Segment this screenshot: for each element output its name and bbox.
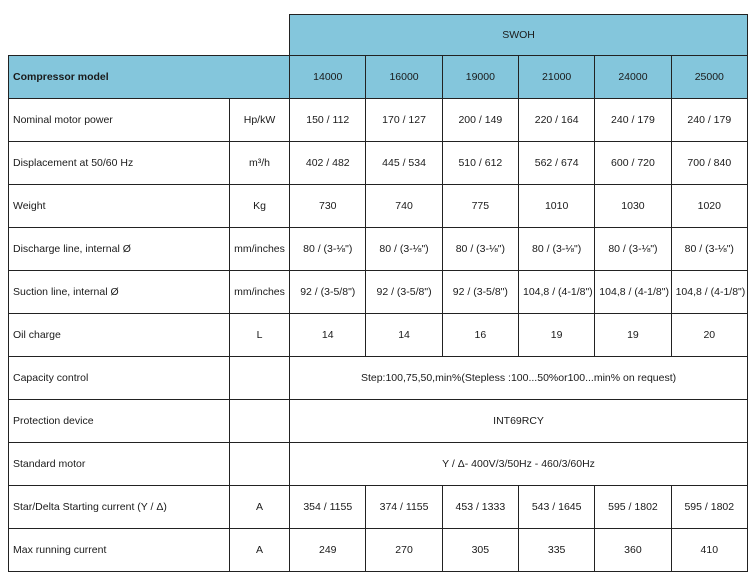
row-unit: Kg xyxy=(229,185,289,228)
table-cell: 240 / 179 xyxy=(595,99,671,142)
row-label: Protection device xyxy=(9,400,230,443)
table-cell: 595 / 1802 xyxy=(671,486,747,529)
table-cell: 305 xyxy=(442,529,518,572)
table-row xyxy=(9,529,748,572)
blank-corner xyxy=(9,15,290,56)
table-row xyxy=(9,400,748,443)
table-row xyxy=(9,142,748,185)
table-cell: 19 xyxy=(595,314,671,357)
model-header-cell: 19000 xyxy=(442,56,518,99)
row-label: Max running current xyxy=(9,529,230,572)
table-cell: 104,8 / (4-1/8") xyxy=(595,271,671,314)
table-cell: 80 / (3-⅛") xyxy=(671,228,747,271)
table-cell: 402 / 482 xyxy=(290,142,366,185)
table-cell: 730 xyxy=(290,185,366,228)
table-cell: 700 / 840 xyxy=(671,142,747,185)
model-header-row xyxy=(9,56,748,99)
table-cell: 240 / 179 xyxy=(671,99,747,142)
table-cell: 1030 xyxy=(595,185,671,228)
table-cell: 249 xyxy=(290,529,366,572)
table-row xyxy=(9,314,748,357)
table-row xyxy=(9,185,748,228)
table-cell: 453 / 1333 xyxy=(442,486,518,529)
row-unit: mm/inches xyxy=(229,228,289,271)
table-cell: 543 / 1645 xyxy=(519,486,595,529)
table-row xyxy=(9,99,748,142)
table-cell: 80 / (3-⅛") xyxy=(442,228,518,271)
table-cell: 14 xyxy=(366,314,442,357)
row-unit: A xyxy=(229,486,289,529)
row-label: Capacity control xyxy=(9,357,230,400)
table-cell: 14 xyxy=(290,314,366,357)
row-label: Suction line, internal Ø xyxy=(9,271,230,314)
table-cell: 19 xyxy=(519,314,595,357)
table-cell: 80 / (3-⅛") xyxy=(290,228,366,271)
table-row xyxy=(9,486,748,529)
compressor-model-label: Compressor model xyxy=(9,56,290,99)
compressor-spec-table xyxy=(8,14,748,572)
model-header-cell: 24000 xyxy=(595,56,671,99)
table-cell: 80 / (3-⅛") xyxy=(519,228,595,271)
table-row xyxy=(9,443,748,486)
row-label: Weight xyxy=(9,185,230,228)
row-unit: L xyxy=(229,314,289,357)
row-unit-empty xyxy=(229,400,289,443)
table-cell: 104,8 / (4-1/8") xyxy=(671,271,747,314)
table-cell: 374 / 1155 xyxy=(366,486,442,529)
table-cell: 270 xyxy=(366,529,442,572)
table-cell: 20 xyxy=(671,314,747,357)
table-cell: 150 / 112 xyxy=(290,99,366,142)
table-cell: 1010 xyxy=(519,185,595,228)
table-cell: 80 / (3-⅛") xyxy=(366,228,442,271)
merged-value-cell: Y / Δ- 400V/3/50Hz - 460/3/60Hz xyxy=(290,443,748,486)
row-unit: mm/inches xyxy=(229,271,289,314)
table-row xyxy=(9,357,748,400)
row-label: Nominal motor power xyxy=(9,99,230,142)
table-cell: 360 xyxy=(595,529,671,572)
table-row xyxy=(9,271,748,314)
merged-value-cell: Step:100,75,50,min%(Stepless :100...50%or100...min% on request) xyxy=(290,357,748,400)
series-row xyxy=(9,15,748,56)
row-label: Standard motor xyxy=(9,443,230,486)
row-unit-empty xyxy=(229,357,289,400)
table-cell: 354 / 1155 xyxy=(290,486,366,529)
merged-value-cell: INT69RCY xyxy=(290,400,748,443)
row-unit: m³/h xyxy=(229,142,289,185)
series-header: SWOH xyxy=(290,15,748,56)
row-label: Star/Delta Starting current (Y / Δ) xyxy=(9,486,230,529)
row-unit-empty xyxy=(229,443,289,486)
model-header-cell: 21000 xyxy=(519,56,595,99)
row-label: Oil charge xyxy=(9,314,230,357)
table-cell: 775 xyxy=(442,185,518,228)
table-cell: 562 / 674 xyxy=(519,142,595,185)
table-cell: 80 / (3-⅛") xyxy=(595,228,671,271)
table-cell: 335 xyxy=(519,529,595,572)
table-cell: 600 / 720 xyxy=(595,142,671,185)
table-cell: 92 / (3-5/8") xyxy=(442,271,518,314)
table-cell: 1020 xyxy=(671,185,747,228)
table-cell: 740 xyxy=(366,185,442,228)
model-header-cell: 16000 xyxy=(366,56,442,99)
table-cell: 200 / 149 xyxy=(442,99,518,142)
table-cell: 445 / 534 xyxy=(366,142,442,185)
table-cell: 92 / (3-5/8") xyxy=(366,271,442,314)
table-cell: 170 / 127 xyxy=(366,99,442,142)
table-cell: 104,8 / (4-1/8") xyxy=(519,271,595,314)
table-cell: 410 xyxy=(671,529,747,572)
model-header-cell: 25000 xyxy=(671,56,747,99)
table-row xyxy=(9,228,748,271)
table-cell: 510 / 612 xyxy=(442,142,518,185)
model-header-cell: 14000 xyxy=(290,56,366,99)
table-cell: 92 / (3-5/8") xyxy=(290,271,366,314)
row-unit: A xyxy=(229,529,289,572)
table-cell: 220 / 164 xyxy=(519,99,595,142)
row-label: Discharge line, internal Ø xyxy=(9,228,230,271)
row-label: Displacement at 50/60 Hz xyxy=(9,142,230,185)
table-cell: 16 xyxy=(442,314,518,357)
row-unit: Hp/kW xyxy=(229,99,289,142)
table-cell: 595 / 1802 xyxy=(595,486,671,529)
